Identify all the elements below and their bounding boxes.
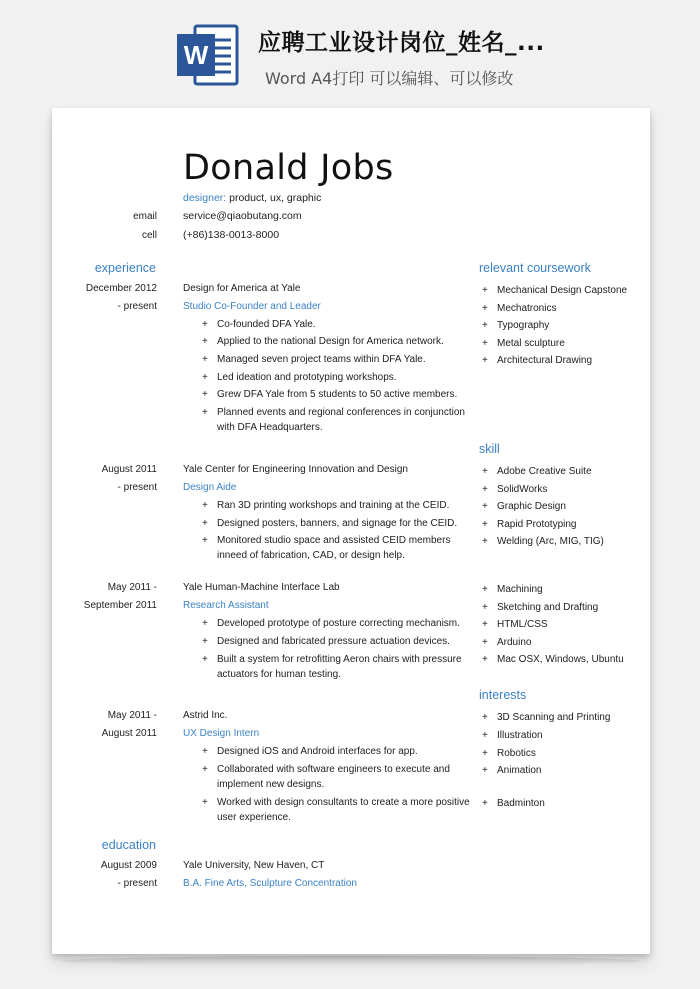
- paper-shadow: [62, 956, 640, 966]
- skill-item: + Adobe Creative Suite: [480, 464, 592, 479]
- skill-item: + Machining: [480, 582, 543, 597]
- coursework-item: + Mechanical Design Capstone: [480, 283, 627, 298]
- job-2-bullet: + Ran 3D printing workshops and training at the CEID.: [200, 498, 480, 513]
- skill-item: + SolidWorks: [480, 482, 547, 497]
- edu-degree: B.A. Fine Arts, Sculpture Concentration: [183, 878, 357, 889]
- skill-item: + HTML/CSS: [480, 617, 548, 632]
- skill-item: + Welding (Arc, MIG, TIG): [480, 534, 604, 549]
- document-subtitle: Word A4打印 可以编辑、可以修改: [265, 69, 514, 88]
- job-1-bullet: + Planned events and regional conferences in conjunction with DFA Headquarters.: [200, 405, 480, 435]
- job-2-bullet: + Monitored studio space and assisted CEID members inneed of fabrication, CAD, or design help.: [200, 533, 480, 563]
- skill-item: + Rapid Prototyping: [480, 517, 577, 532]
- job-4-bullet: + Worked with design consultants to create a more positive user experience.: [200, 795, 480, 825]
- job-2-date-start: August 2011: [101, 464, 157, 475]
- cell-value: (+86)138-0013-8000: [183, 229, 280, 241]
- job-2-date-end: - present: [117, 482, 157, 493]
- edu-date-end: - present: [117, 878, 157, 889]
- job-3-bullet: + Designed and fabricated pressure actuation devices.: [200, 634, 480, 649]
- job-1-date-end: - present: [117, 301, 157, 312]
- coursework-item: + Mechatronics: [480, 301, 556, 316]
- interest-item: + 3D Scanning and Printing: [480, 710, 610, 725]
- svg-text:W: W: [183, 40, 209, 70]
- job-1-bullet: + Applied to the national Design for America network.: [200, 334, 480, 349]
- edu-school: Yale University, New Haven, CT: [183, 860, 325, 871]
- job-1-date-start: December 2012: [85, 283, 157, 294]
- job-3-date-start: May 2011 -: [107, 582, 157, 593]
- job-4-date-end: August 2011: [101, 728, 157, 739]
- job-1-bullet: + Led ideation and prototyping workshops.: [200, 370, 480, 385]
- experience-heading: experience: [94, 261, 156, 275]
- interest-item: + Badminton: [480, 796, 545, 811]
- job-1-bullet: + Managed seven project teams within DFA Yale.: [200, 352, 480, 367]
- interest-item: + Robotics: [480, 746, 536, 761]
- job-1-bullet: + Co-founded DFA Yale.: [200, 317, 480, 332]
- job-3-org: Yale Human-Machine Interface Lab: [183, 582, 340, 593]
- interests-heading: interests: [479, 688, 527, 702]
- job-2-bullet: + Designed posters, banners, and signage for the CEID.: [200, 516, 480, 531]
- skill-heading: skill: [479, 442, 500, 456]
- education-heading: education: [101, 838, 156, 852]
- candidate-name: Donald Jobs: [183, 148, 394, 188]
- job-4-bullet: + Designed iOS and Android interfaces for app.: [200, 744, 480, 759]
- role-value: product, ux, graphic: [229, 192, 322, 204]
- skill-item: + Sketching and Drafting: [480, 600, 598, 615]
- job-2-role: Design Aide: [183, 482, 237, 493]
- email-label: email: [133, 211, 157, 222]
- job-4-bullet: + Collaborated with software engineers to execute and implement new designs.: [200, 762, 480, 792]
- role-line: [183, 192, 321, 204]
- role-label: designer:: [183, 192, 227, 204]
- coursework-heading: relevant coursework: [479, 261, 591, 275]
- document-banner: [0, 0, 700, 100]
- skill-item: + Arduino: [480, 635, 531, 650]
- coursework-item: + Architectural Drawing: [480, 353, 592, 368]
- job-4-date-start: May 2011 -: [107, 710, 157, 721]
- job-3-bullet: + Developed prototype of posture correcting mechanism.: [200, 616, 480, 631]
- interest-item: + Illustration: [480, 728, 543, 743]
- job-3-role: Research Assistant: [183, 600, 269, 611]
- resume-page: [52, 108, 650, 954]
- job-4-org: Astrid Inc.: [183, 710, 228, 721]
- job-1-role: Studio Co-Founder and Leader: [183, 301, 321, 312]
- cell-label: cell: [141, 230, 157, 241]
- document-title: 应聘工业设计岗位_姓名_...: [258, 30, 545, 56]
- word-icon: [175, 22, 241, 88]
- coursework-item: + Metal sculpture: [480, 336, 565, 351]
- job-1-org: Design for America at Yale: [183, 283, 301, 294]
- edu-date-start: August 2009: [100, 860, 157, 871]
- interest-item: + Animation: [480, 763, 541, 778]
- job-3-date-end: September 2011: [83, 600, 157, 611]
- job-4-role: UX Design Intern: [183, 728, 260, 739]
- job-2-org: Yale Center for Engineering Innovation and Design: [183, 464, 408, 475]
- job-1-bullet: + Grew DFA Yale from 5 students to 50 active members.: [200, 387, 480, 402]
- job-3-bullet: + Built a system for retrofitting Aeron chairs with pressure actuators for human testing.: [200, 652, 480, 682]
- email-value[interactable]: service@qiaobutang.com: [183, 210, 302, 222]
- coursework-item: + Typography: [480, 318, 549, 333]
- skill-item: + Graphic Design: [480, 499, 566, 514]
- skill-item: + Mac OSX, Windows, Ubuntu: [480, 652, 624, 667]
